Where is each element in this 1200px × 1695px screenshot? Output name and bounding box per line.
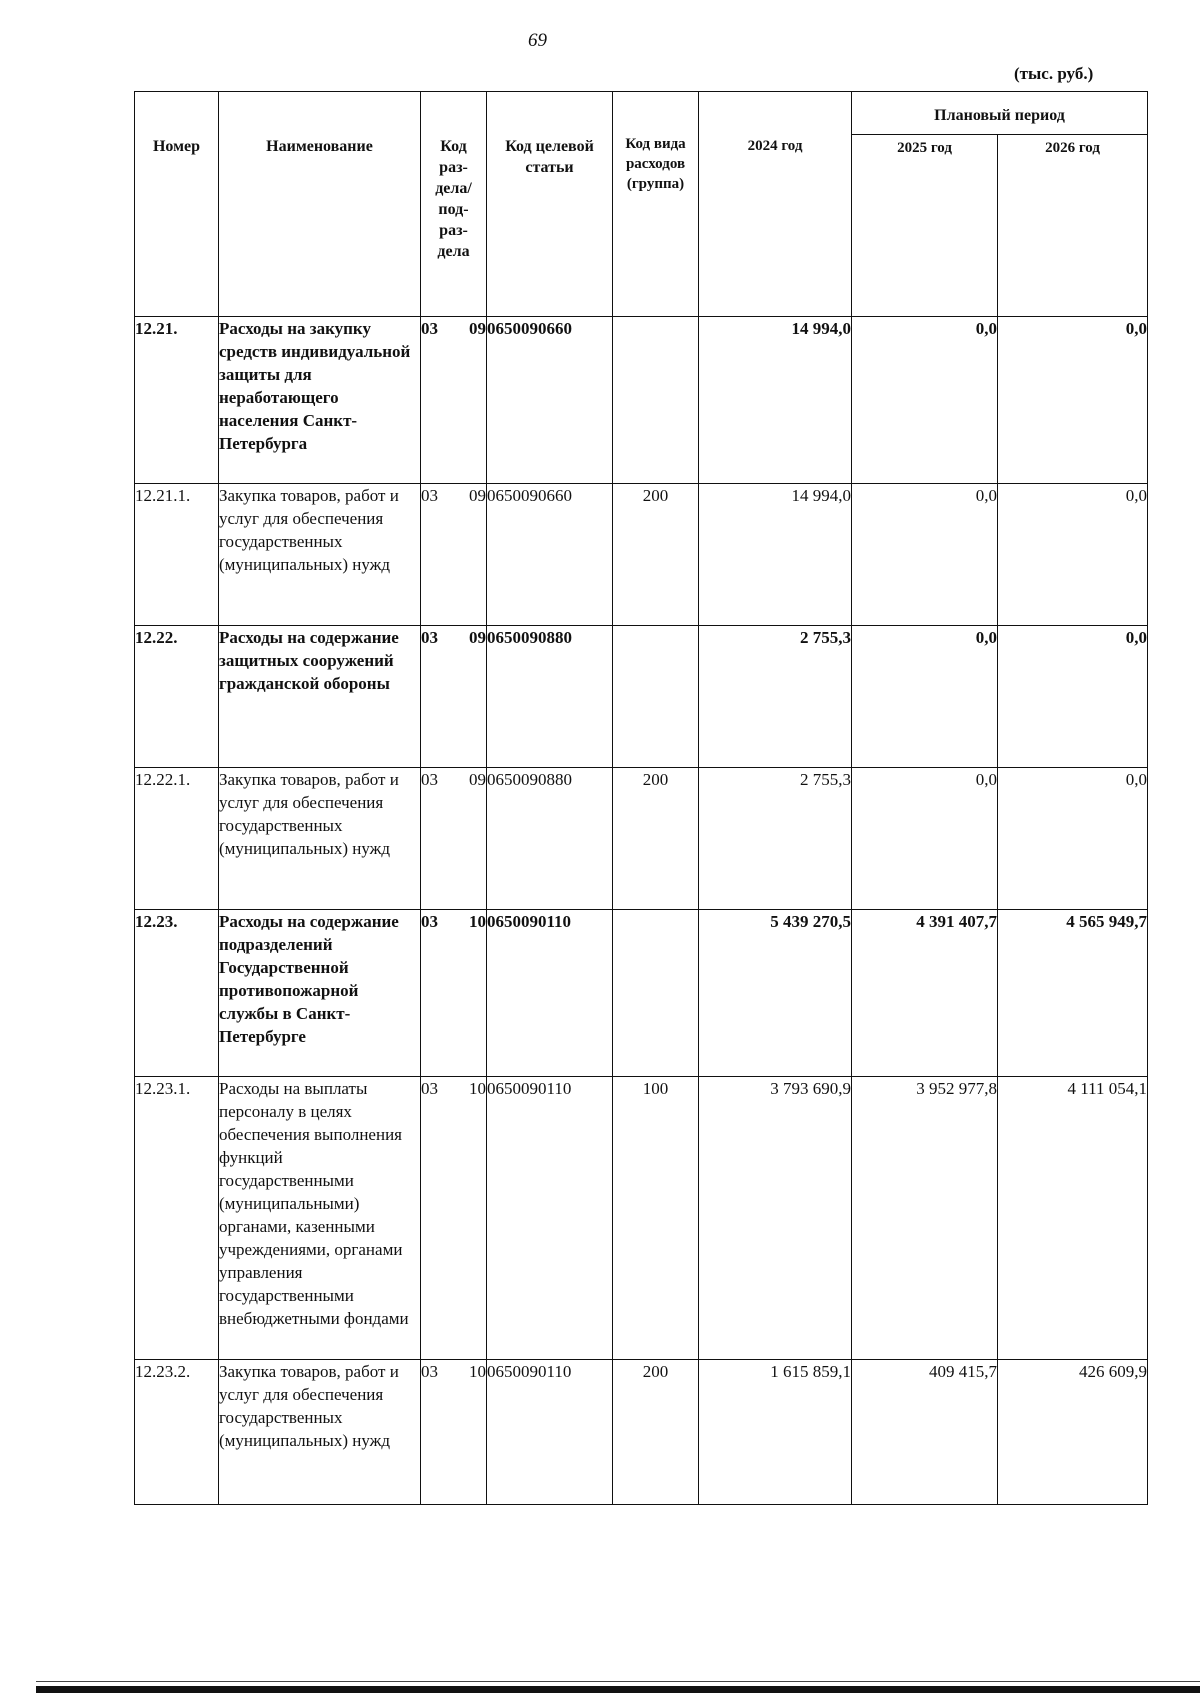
header-row (135, 92, 1148, 135)
row-target-code: 0650090110 (487, 1077, 613, 1360)
row-amount-2024: 2 755,3 (699, 626, 852, 768)
row-section-code (421, 1360, 487, 1505)
row-expense-group: 200 (613, 768, 699, 910)
header-section-code: Код раз- дела/ под- раз- дела (421, 92, 487, 317)
header-expense-type: Код вида расходов (группа) (613, 92, 699, 317)
row-subsection: 10 (469, 1362, 486, 1381)
table-row (135, 1077, 1148, 1360)
header-2025: 2025 год (852, 135, 998, 317)
row-section-code (421, 768, 487, 910)
row-section: 03 (421, 912, 438, 931)
row-amount-2025: 0,0 (852, 484, 998, 626)
row-amount-2026: 4 111 054,1 (998, 1077, 1148, 1360)
header-2024: 2024 год (699, 92, 852, 317)
row-subsection: 10 (469, 912, 486, 931)
row-subsection: 10 (469, 1079, 486, 1098)
row-expense-group: 200 (613, 484, 699, 626)
row-number: 12.22. (135, 626, 219, 768)
page-number: 69 (528, 30, 547, 51)
header-name: Наименование (219, 92, 421, 317)
table-row (135, 1360, 1148, 1505)
row-section: 03 (421, 770, 438, 789)
row-section-code (421, 910, 487, 1077)
row-subsection: 09 (469, 628, 486, 647)
row-section-code (421, 317, 487, 484)
row-amount-2024: 2 755,3 (699, 768, 852, 910)
row-amount-2024: 14 994,0 (699, 484, 852, 626)
row-name: Расходы на содержание подразделений Государственной противопожарной службы в Санкт-Петербурге (219, 910, 421, 1077)
row-section: 03 (421, 319, 438, 338)
row-name: Расходы на закупку средств индивидуальной защиты для неработающего населения Санкт-Петербурга (219, 317, 421, 484)
row-section: 03 (421, 1079, 438, 1098)
table-row (135, 484, 1148, 626)
row-amount-2025: 0,0 (852, 317, 998, 484)
row-name: Расходы на выплаты персоналу в целях обеспечения выполнения функций государственными (муниципальными) органами, казенными учреждениями, органами управления государственными внебюджетными фондами (219, 1077, 421, 1360)
row-amount-2024: 14 994,0 (699, 317, 852, 484)
row-amount-2025: 4 391 407,7 (852, 910, 998, 1077)
row-section-code (421, 626, 487, 768)
row-amount-2025: 409 415,7 (852, 1360, 998, 1505)
row-name: Закупка товаров, работ и услуг для обеспечения государственных (муниципальных) нужд (219, 484, 421, 626)
row-number: 12.23.2. (135, 1360, 219, 1505)
row-number: 12.21.1. (135, 484, 219, 626)
row-expense-group (613, 317, 699, 484)
header-plan-period: Плановый период (852, 92, 1148, 135)
row-number: 12.23.1. (135, 1077, 219, 1360)
row-amount-2026: 426 609,9 (998, 1360, 1148, 1505)
table-row (135, 910, 1148, 1077)
row-amount-2026: 0,0 (998, 484, 1148, 626)
row-amount-2026: 0,0 (998, 626, 1148, 768)
row-target-code: 0650090660 (487, 317, 613, 484)
row-amount-2024: 3 793 690,9 (699, 1077, 852, 1360)
row-name: Закупка товаров, работ и услуг для обеспечения государственных (муниципальных) нужд (219, 1360, 421, 1505)
row-number: 12.22.1. (135, 768, 219, 910)
row-subsection: 09 (469, 486, 486, 505)
bottom-rule-thin (36, 1681, 1200, 1682)
row-section-code (421, 1077, 487, 1360)
row-name: Закупка товаров, работ и услуг для обеспечения государственных (муниципальных) нужд (219, 768, 421, 910)
header-target-code: Код целевой статьи (487, 92, 613, 317)
budget-table (134, 91, 1148, 1505)
row-section: 03 (421, 486, 438, 505)
row-section: 03 (421, 1362, 438, 1381)
row-amount-2025: 0,0 (852, 626, 998, 768)
row-subsection: 09 (469, 319, 486, 338)
row-target-code: 0650090880 (487, 626, 613, 768)
row-target-code: 0650090880 (487, 768, 613, 910)
row-target-code: 0650090110 (487, 1360, 613, 1505)
row-amount-2025: 3 952 977,8 (852, 1077, 998, 1360)
row-expense-group (613, 626, 699, 768)
row-section-code (421, 484, 487, 626)
table-row (135, 317, 1148, 484)
row-number: 12.23. (135, 910, 219, 1077)
row-amount-2025: 0,0 (852, 768, 998, 910)
row-subsection: 09 (469, 770, 486, 789)
row-name: Расходы на содержание защитных сооружений гражданской обороны (219, 626, 421, 768)
row-amount-2026: 4 565 949,7 (998, 910, 1148, 1077)
row-amount-2024: 5 439 270,5 (699, 910, 852, 1077)
row-section: 03 (421, 628, 438, 647)
bottom-rule (36, 1686, 1200, 1693)
row-expense-group (613, 910, 699, 1077)
units-label: (тыс. руб.) (1014, 64, 1094, 83)
table-body (135, 317, 1148, 1505)
row-amount-2024: 1 615 859,1 (699, 1360, 852, 1505)
table-row (135, 768, 1148, 910)
row-expense-group: 200 (613, 1360, 699, 1505)
row-target-code: 0650090660 (487, 484, 613, 626)
row-amount-2026: 0,0 (998, 768, 1148, 910)
header-2026: 2026 год (998, 135, 1148, 317)
table-row (135, 626, 1148, 768)
row-target-code: 0650090110 (487, 910, 613, 1077)
row-amount-2026: 0,0 (998, 317, 1148, 484)
row-number: 12.21. (135, 317, 219, 484)
row-expense-group: 100 (613, 1077, 699, 1360)
header-number: Номер (135, 92, 219, 317)
